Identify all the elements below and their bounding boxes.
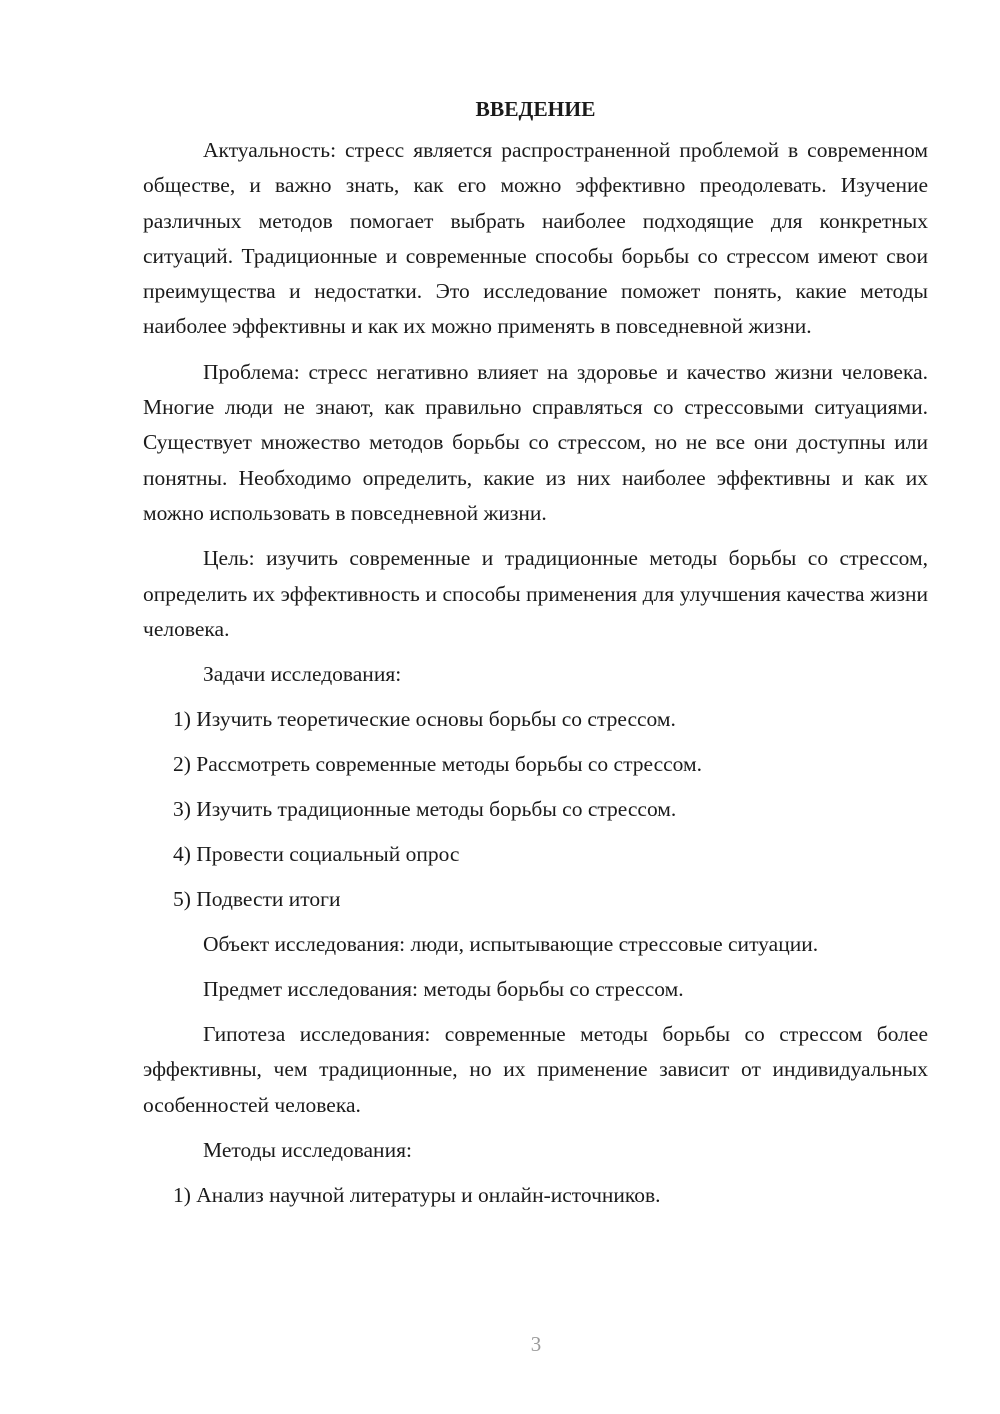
- research-object: Объект исследования: люди, испытывающие стрессовые ситуации.: [203, 932, 819, 957]
- task-item-2: 2) Рассмотреть современные методы борьбы со стрессом.: [173, 752, 702, 777]
- hypothesis-paragraph: Гипотеза исследования: современные методы борьбы со стрессом более эффективны, чем традиционные, но их применение зависит от индивидуальных особенностей человека.: [143, 1022, 928, 1117]
- document-body: [143, 92, 928, 1223]
- task-item-4: 4) Провести социальный опрос: [173, 842, 460, 867]
- task-item-5: 5) Подвести итоги: [173, 887, 341, 912]
- method-item-1: 1) Анализ научной литературы и онлайн-источников.: [173, 1183, 661, 1208]
- relevance-paragraph: Актуальность: стресс является распространенной проблемой в современном обществе, и важно знать, как его можно эффективно преодолевать. Изучение различных методов помогает выбрать наиболее подходящие для конкретных ситуаций. Традиционные и современные способы борьбы со стрессом имеют свои преимущества и недостатки. Это исследование поможет понять, какие методы наиболее эффективны и как их можно применять в повседневной жизни.: [143, 138, 928, 339]
- research-subject: Предмет исследования: методы борьбы со стрессом.: [203, 977, 684, 1002]
- page-number: 3: [530, 1332, 542, 1356]
- section-heading: ВВЕДЕНИЕ: [475, 97, 596, 121]
- task-item-3: 3) Изучить традиционные методы борьбы со стрессом.: [173, 797, 677, 822]
- problem-paragraph: Проблема: стресс негативно влияет на здоровье и качество жизни человека. Многие люди не знают, как правильно справляться со стрессовыми ситуациями. Существует множество методов борьбы со стрессом, но не все они доступны или понятны. Необходимо определить, какие из них наиболее эффективны и как их можно использовать в повседневной жизни.: [143, 359, 928, 525]
- goal-paragraph: Цель: изучить современные и традиционные методы борьбы со стрессом, определить их эффективность и способы применения для улучшения качества жизни человека.: [143, 546, 928, 641]
- tasks-title: Задачи исследования:: [203, 662, 402, 687]
- task-item-1: 1) Изучить теоретические основы борьбы со стрессом.: [173, 707, 676, 732]
- methods-title: Методы исследования:: [203, 1138, 412, 1163]
